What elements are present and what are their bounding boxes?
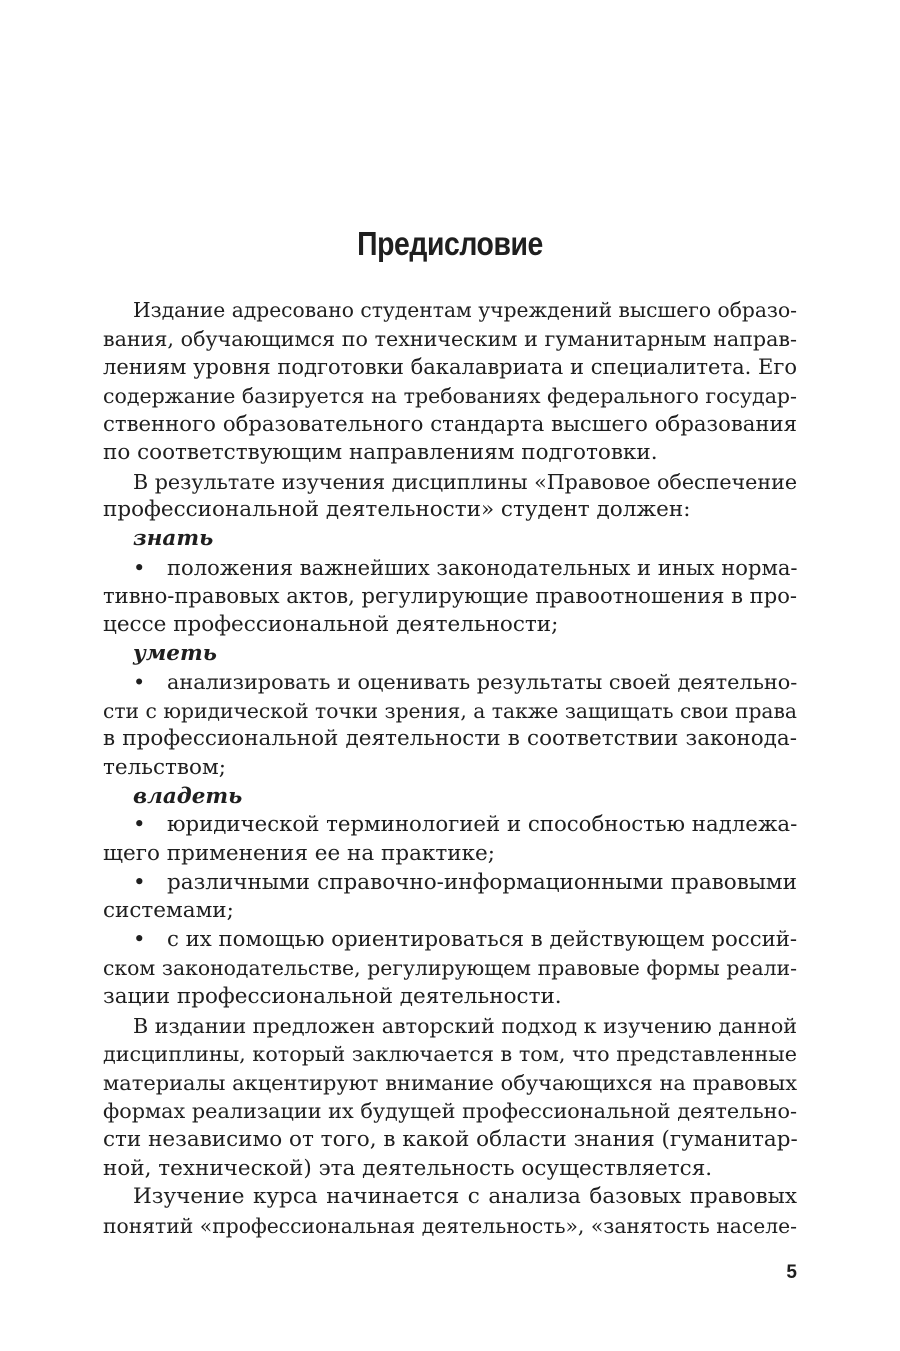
text-line: в профессиональной деятельности в соответствии законода- [103, 726, 797, 751]
page-number: 5 [786, 1262, 797, 1283]
text-line: сти независимо от того, в какой области знания (гуманитар- [103, 1127, 798, 1152]
text-line: понятий «профессиональная деятельность», «занятость населе- [103, 1214, 797, 1238]
text-line: ском законодательстве, регулирующем правовые формы реали- [103, 956, 797, 980]
bullet-icon: • [133, 555, 146, 580]
bullet-icon: • [133, 670, 146, 694]
text-line: щего применения ее на практике; [103, 841, 495, 866]
list-item-text: анализировать и оценивать результаты своей деятельно- [167, 670, 798, 694]
text-line: по соответствующим направлениям подготовки. [103, 440, 658, 465]
list-item-text: положения важнейших законодательных и иных норма- [167, 555, 798, 580]
text-line: содержание базируется на требованиях федерального государ- [103, 384, 797, 408]
text-line: Издание адресовано студентам учреждений высшего образо- [133, 298, 797, 322]
section-label-can: уметь [133, 641, 217, 666]
list-item [133, 554, 797, 582]
text-line: формах реализации их будущей профессиональной деятельно- [103, 1099, 797, 1123]
list-item-text: с их помощью ориентироваться в действующем россий- [167, 927, 798, 952]
list-item-text: различными справочно-информационными правовыми [167, 870, 797, 895]
text-line: В издании предложен авторский подход к изучению данной [133, 1014, 798, 1038]
text-line: системами; [103, 898, 234, 923]
bullet-icon: • [133, 927, 146, 952]
text-line: дисциплины, который заключается в том, что представленные [103, 1042, 797, 1066]
list-item [133, 869, 797, 897]
bullet-icon: • [133, 870, 146, 895]
text-line: В результате изучения дисциплины «Правовое обеспечение [133, 470, 798, 494]
text-line: тивно-правовых актов, регулирующие правоотношения в про- [103, 583, 797, 608]
list-item [133, 811, 797, 839]
text-line: ной, технической) эта деятельность осуществляется. [103, 1156, 713, 1181]
text-line: ственного образовательного стандарта высшего образования [103, 411, 797, 436]
text-line: материалы акцентируют внимание обучающихся на правовых [103, 1071, 797, 1095]
list-item [133, 668, 797, 696]
text-line: цессе профессиональной деятельности; [103, 612, 559, 637]
section-label-own: владеть [133, 784, 243, 809]
list-item-text: юридической терминологией и способностью надлежа- [167, 812, 798, 837]
text-line: вания, обучающимся по техническим и гуманитарным направ- [103, 327, 797, 351]
list-item [133, 926, 797, 954]
page-title: Предисловие [357, 225, 543, 262]
text-line: зации профессиональной деятельности. [103, 984, 562, 1009]
text-line: Изучение курса начинается с анализа базовых правовых [133, 1184, 797, 1209]
text-line: сти с юридической точки зрения, а также защищать свои права [103, 699, 797, 723]
section-label-know: знать [133, 526, 214, 551]
text-line: профессиональной деятельности» студент должен: [103, 497, 691, 522]
text-line: лениям уровня подготовки бакалавриата и специалитета. Его [103, 354, 797, 379]
bullet-icon: • [133, 812, 146, 837]
text-line: тельством; [103, 755, 226, 780]
